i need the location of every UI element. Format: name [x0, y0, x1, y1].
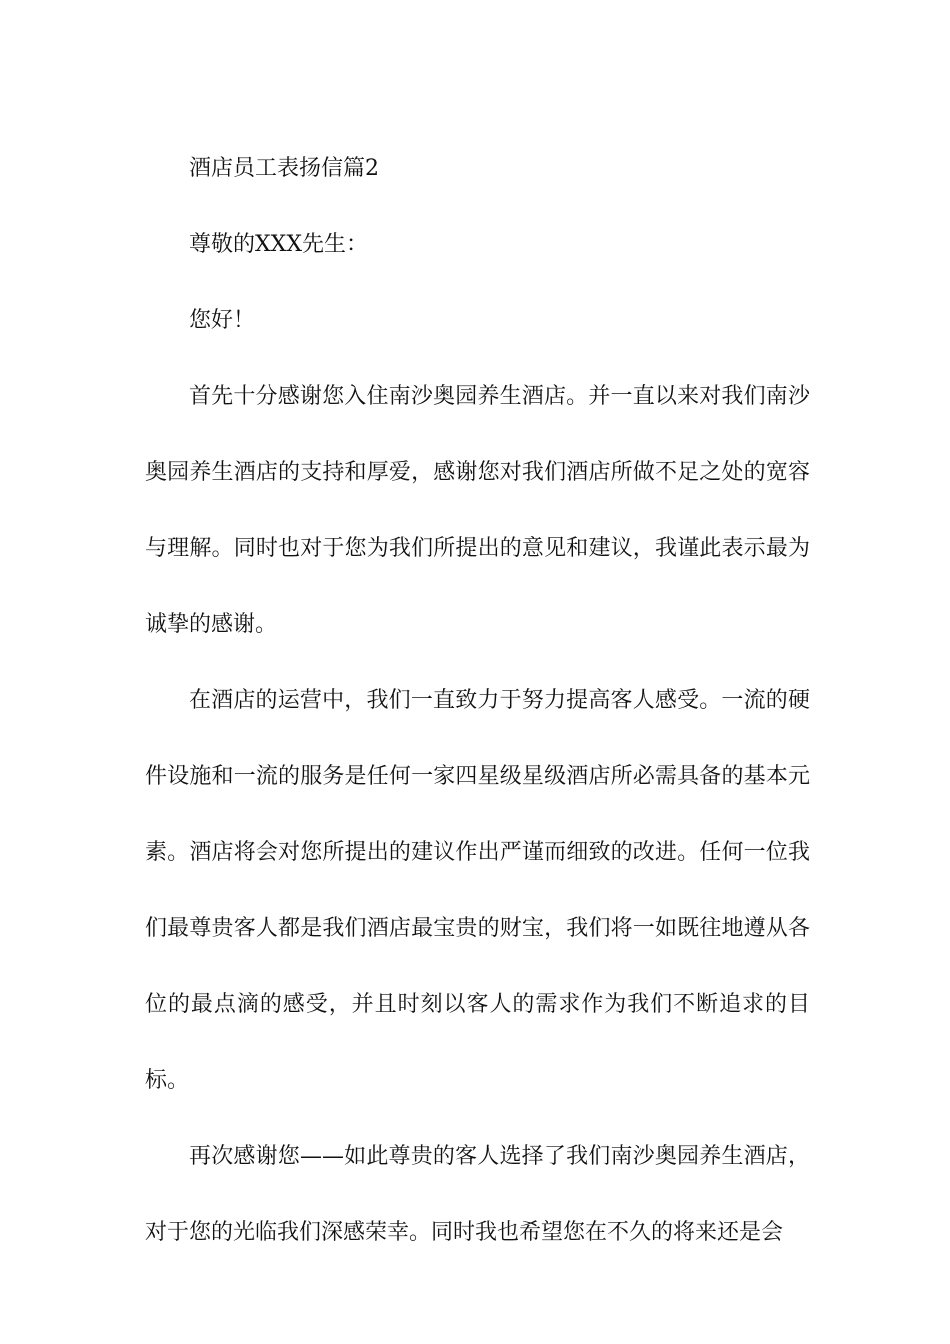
paragraph-1: 首先十分感谢您入住南沙奥园养生酒店。并一直以来对我们南沙奥园养生酒店的支持和厚爱，感谢您对我们酒店所做不足之处的宽容与理解。同时也对于您为我们所提出的意见和建议，我谨此表示最为诚挚的感谢。 [145, 384, 810, 637]
greeting: 您好！ [189, 308, 256, 333]
document-body [145, 131, 810, 1271]
salutation: 尊敬的XXX先生： [189, 232, 368, 257]
paragraph-3: 再次感谢您——如此尊贵的客人选择了我们南沙奥园养生酒店，对于您的光临我们深感荣幸。同时我也希望您在不久的将来还是会 [145, 1144, 810, 1245]
paragraph-2: 在酒店的运营中，我们一直致力于努力提高客人感受。一流的硬件设施和一流的服务是任何一家四星级星级酒店所必需具备的基本元素。酒店将会对您所提出的建议作出严谨而细致的改进。任何一位我们最尊贵客人都是我们酒店最宝贵的财宝，我们将一如既往地遵从各位的最点滴的感受，并且时刻以客人的需求作为我们不断追求的目标。 [145, 688, 810, 1093]
document-title: 酒店员工表扬信篇2 [189, 156, 379, 181]
